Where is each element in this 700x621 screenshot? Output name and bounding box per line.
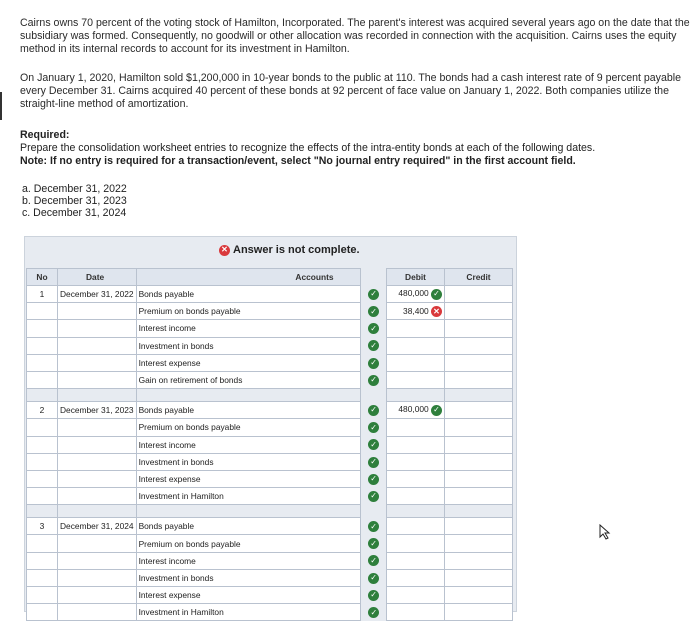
table-row	[387, 518, 513, 535]
debit-input[interactable]	[387, 337, 445, 354]
check-icon: ✓	[368, 405, 379, 416]
table-row	[387, 419, 513, 436]
table-row	[27, 337, 388, 354]
credit-input[interactable]	[445, 354, 513, 371]
account-select[interactable]: Interest income	[136, 436, 360, 453]
check-icon: ✓	[431, 405, 442, 416]
check-icon: ✓	[368, 555, 379, 566]
check-icon: ✓	[368, 607, 379, 618]
debit-header: Debit	[387, 269, 445, 286]
credit-input[interactable]	[445, 303, 513, 320]
account-select[interactable]: Investment in Hamilton	[136, 604, 360, 621]
account-select[interactable]: Gain on retirement of bonds	[136, 371, 360, 388]
credit-input[interactable]	[445, 453, 513, 470]
credit-input[interactable]	[445, 604, 513, 621]
debit-input[interactable]: 38,400 ✕	[387, 303, 445, 320]
credit-input[interactable]	[445, 518, 513, 535]
account-select[interactable]: Interest expense	[136, 470, 360, 487]
table-row	[27, 303, 388, 320]
debit-input[interactable]	[387, 320, 445, 337]
account-select[interactable]: Premium on bonds payable	[136, 535, 360, 552]
check-icon: ✓	[368, 422, 379, 433]
date-select[interactable]: December 31, 2022	[58, 286, 137, 303]
account-select[interactable]: Premium on bonds payable	[136, 419, 360, 436]
debit-input[interactable]	[387, 604, 445, 621]
table-row	[27, 371, 388, 388]
credit-input[interactable]	[445, 587, 513, 604]
credit-input[interactable]	[445, 419, 513, 436]
table-row	[387, 604, 513, 621]
table-row	[27, 402, 388, 419]
account-select[interactable]: Investment in bonds	[136, 337, 360, 354]
no-header: No	[27, 269, 58, 286]
table-row	[27, 320, 388, 337]
check-icon: ✓	[368, 323, 379, 334]
x-circle-icon: ✕	[219, 245, 230, 256]
check-icon: ✓	[368, 573, 379, 584]
account-select[interactable]: Premium on bonds payable	[136, 303, 360, 320]
list-item: a. December 31, 2022	[22, 183, 127, 195]
table-row	[387, 453, 513, 470]
debit-input[interactable]	[387, 419, 445, 436]
account-select[interactable]: Investment in bonds	[136, 569, 360, 586]
check-icon: ✓	[368, 358, 379, 369]
table-row	[27, 436, 388, 453]
check-icon: ✓	[368, 491, 379, 502]
required-heading: Required:	[20, 129, 70, 141]
debit-input[interactable]	[387, 354, 445, 371]
journal-entry-table	[26, 268, 388, 621]
table-row	[27, 470, 388, 487]
check-icon: ✓	[368, 590, 379, 601]
table-row	[387, 320, 513, 337]
account-select[interactable]: Bonds payable	[136, 402, 360, 419]
account-select[interactable]: Investment in Hamilton	[136, 488, 360, 505]
credit-input[interactable]	[445, 552, 513, 569]
check-icon: ✓	[368, 375, 379, 386]
check-icon: ✓	[368, 289, 379, 300]
debit-input[interactable]	[387, 371, 445, 388]
debit-input[interactable]	[387, 518, 445, 535]
debit-input[interactable]: 480,000 ✓	[387, 402, 445, 419]
account-select[interactable]: Bonds payable	[136, 286, 360, 303]
required-note: Note: If no entry is required for a transaction/event, select "No journal entry required" in the first account field.	[20, 155, 576, 167]
table-row	[387, 552, 513, 569]
table-row	[27, 453, 388, 470]
check-icon: ✓	[368, 306, 379, 317]
credit-input[interactable]	[445, 371, 513, 388]
account-select[interactable]: Interest income	[136, 320, 360, 337]
check-icon: ✓	[368, 521, 379, 532]
table-row	[387, 402, 513, 419]
x-circle-icon: ✕	[431, 306, 442, 317]
answer-status-text: Answer is not complete.	[233, 244, 360, 256]
credit-input[interactable]	[445, 436, 513, 453]
check-icon: ✓	[368, 474, 379, 485]
account-select[interactable]: Interest income	[136, 552, 360, 569]
debit-input[interactable]	[387, 569, 445, 586]
debit-input[interactable]	[387, 453, 445, 470]
dates-list	[22, 183, 127, 219]
table-row	[27, 587, 388, 604]
problem-paragraph-2: On January 1, 2020, Hamilton sold $1,200,000 in 10-year bonds to the public at 110. The bonds had a cash interest rate of 9 percent payable every December 31. Cairns acquired 40 percent of these bonds at 92 percent of face value on January 1, 2022. Both companies utilize the straight-line method of amortization.	[20, 72, 681, 110]
table-row	[27, 419, 388, 436]
debit-input[interactable]	[387, 470, 445, 487]
debit-input[interactable]	[387, 488, 445, 505]
credit-input[interactable]	[445, 286, 513, 303]
table-row	[27, 354, 388, 371]
account-select[interactable]: Interest expense	[136, 587, 360, 604]
table-row	[387, 354, 513, 371]
list-item: c. December 31, 2024	[22, 207, 127, 219]
date-header: Date	[58, 269, 137, 286]
problem-paragraph-1: Cairns owns 70 percent of the voting stock of Hamilton, Incorporated. The parent's interest was acquired several years ago on the date that the subsidiary was formed. Consequently, no goodwill or other allocation was recorded in connection with the acquisition. Cairns uses the equity method in its internal records to account for its investment in Hamilton.	[20, 17, 690, 55]
check-icon: ✓	[368, 340, 379, 351]
credit-header: Credit	[445, 269, 513, 286]
debit-input[interactable]	[387, 436, 445, 453]
account-select[interactable]: Investment in bonds	[136, 453, 360, 470]
required-text: Prepare the consolidation worksheet entries to recognize the effects of the intra-entity bonds at each of the following dates.	[20, 142, 596, 154]
check-icon: ✓	[368, 538, 379, 549]
check-icon: ✓	[368, 457, 379, 468]
credit-input[interactable]	[445, 535, 513, 552]
date-select[interactable]: December 31, 2023	[58, 402, 137, 419]
check-icon: ✓	[431, 289, 442, 300]
credit-input[interactable]	[445, 488, 513, 505]
table-row	[387, 488, 513, 505]
credit-input[interactable]	[445, 402, 513, 419]
answer-status	[219, 244, 360, 256]
table-row	[27, 488, 388, 505]
table-row	[27, 552, 388, 569]
table-row	[387, 535, 513, 552]
table-row	[27, 604, 388, 621]
table-row	[27, 535, 388, 552]
amount-table	[386, 268, 513, 621]
table-row	[387, 371, 513, 388]
table-row	[27, 518, 388, 535]
table-row	[387, 303, 513, 320]
table-row	[387, 470, 513, 487]
account-select[interactable]: Interest expense	[136, 354, 360, 371]
check-icon: ✓	[368, 439, 379, 450]
table-row	[27, 569, 388, 586]
account-select[interactable]: Bonds payable	[136, 518, 360, 535]
table-row	[387, 286, 513, 303]
entry-number: 2	[27, 402, 58, 419]
credit-input[interactable]	[445, 569, 513, 586]
date-select[interactable]: December 31, 2024	[58, 518, 137, 535]
debit-input[interactable]	[387, 587, 445, 604]
accounts-header: Accounts	[136, 269, 360, 286]
debit-input[interactable]: 480,000 ✓	[387, 286, 445, 303]
mouse-cursor-icon	[598, 524, 612, 540]
left-edge-marker	[0, 92, 2, 120]
table-row	[27, 286, 388, 303]
list-item: b. December 31, 2023	[22, 195, 127, 207]
entry-number: 1	[27, 286, 58, 303]
table-row	[387, 587, 513, 604]
table-row	[387, 436, 513, 453]
table-row	[387, 569, 513, 586]
table-row	[387, 337, 513, 354]
credit-input[interactable]	[445, 320, 513, 337]
entry-number: 3	[27, 518, 58, 535]
debit-input[interactable]	[387, 535, 445, 552]
debit-input[interactable]	[387, 552, 445, 569]
credit-input[interactable]	[445, 337, 513, 354]
credit-input[interactable]	[445, 470, 513, 487]
